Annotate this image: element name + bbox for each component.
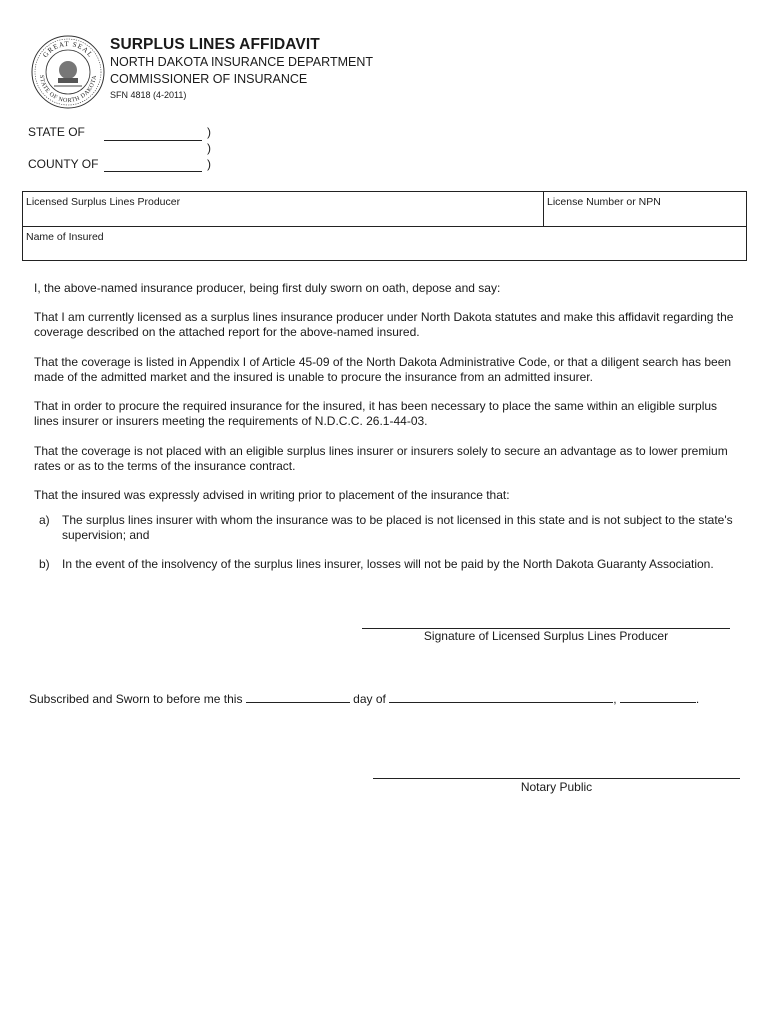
sworn-day-of: day of — [353, 692, 386, 706]
sworn-prefix: Subscribed and Sworn to before me this — [29, 692, 243, 706]
producer-name-label: Licensed Surplus Lines Producer — [26, 196, 181, 208]
state-of-field[interactable] — [104, 140, 202, 141]
license-number-label: License Number or NPN — [547, 196, 661, 208]
paragraph-not-for-advantage: That the coverage is not placed with an eligible surplus lines insurer or insurers solely to secure an advantage as to lower premium rates or as to the terms of the insurance contract. — [34, 444, 728, 473]
list-item-letter: b) — [39, 557, 50, 571]
list-item-text: In the event of the insolvency of the surplus lines insurer, losses will not be paid by the North Dakota Guaranty Association. — [62, 557, 714, 571]
paragraph-licensed: That I am currently licensed as a surplus lines insurance producer under North Dakota statutes and make this affidavit regarding the coverage described on the attached report for the above-named insured. — [34, 310, 734, 339]
producer-info-table — [22, 191, 747, 261]
seal-top-text: GREAT SEAL — [41, 39, 95, 60]
venue-paren: ) — [207, 125, 211, 139]
sworn-day-field[interactable] — [246, 690, 350, 703]
column-divider — [543, 192, 544, 227]
venue-paren: ) — [207, 141, 211, 155]
state-seal — [30, 34, 106, 110]
county-of-field[interactable] — [104, 171, 202, 172]
sworn-period: . — [695, 692, 700, 706]
seal-graphic — [30, 34, 106, 110]
intro-paragraph: I, the above-named insurance producer, being first duly sworn on oath, depose and say: — [34, 281, 501, 295]
list-item-text: The surplus lines insurer with whom the insurance was to be placed is not licensed in this state and is not subject to the state's supervision; and — [62, 513, 733, 542]
notary-signature-field[interactable] — [373, 778, 740, 779]
paragraph-advised: That the insured was expressly advised in writing prior to placement of the insurance that: — [34, 488, 510, 502]
producer-signature-label: Signature of Licensed Surplus Lines Producer — [423, 629, 669, 643]
sworn-statement — [29, 690, 699, 706]
department-name: NORTH DAKOTA INSURANCE DEPARTMENT — [110, 55, 373, 69]
commissioner-name: COMMISSIONER OF INSURANCE — [110, 72, 308, 86]
insured-name-label: Name of Insured — [26, 231, 104, 243]
notary-public-label: Notary Public — [520, 780, 593, 794]
paragraph-eligible-insurer: That in order to procure the required insurance for the insured, it has been necessary to place the same within an eligible surplus lines insurer or insurers meeting the requirements of N.D.C.C. 26.1-44-03. — [34, 399, 718, 428]
sworn-comma: , — [613, 692, 617, 706]
svg-text:GREAT SEAL — [41, 40, 94, 59]
venue-paren: ) — [207, 157, 211, 171]
seal-bottom-text: STATE OF NORTH DAKOTA — [37, 74, 99, 105]
sworn-year-field[interactable] — [620, 690, 696, 703]
paragraph-coverage-listed: That the coverage is listed in Appendix I of Article 45-09 of the North Dakota Administrative Code, or that a diligent search has been made of the admitted market and the insured is unable to procure the insurance from an admitted insurer. — [34, 355, 732, 384]
state-of-label: STATE OF — [28, 125, 85, 139]
sworn-month-field[interactable] — [389, 690, 613, 703]
county-of-label: COUNTY OF — [28, 157, 99, 171]
form-title: SURPLUS LINES AFFIDAVIT — [110, 36, 320, 53]
list-item-letter: a) — [39, 513, 50, 527]
form-number: SFN 4818 (4-2011) — [110, 90, 187, 100]
